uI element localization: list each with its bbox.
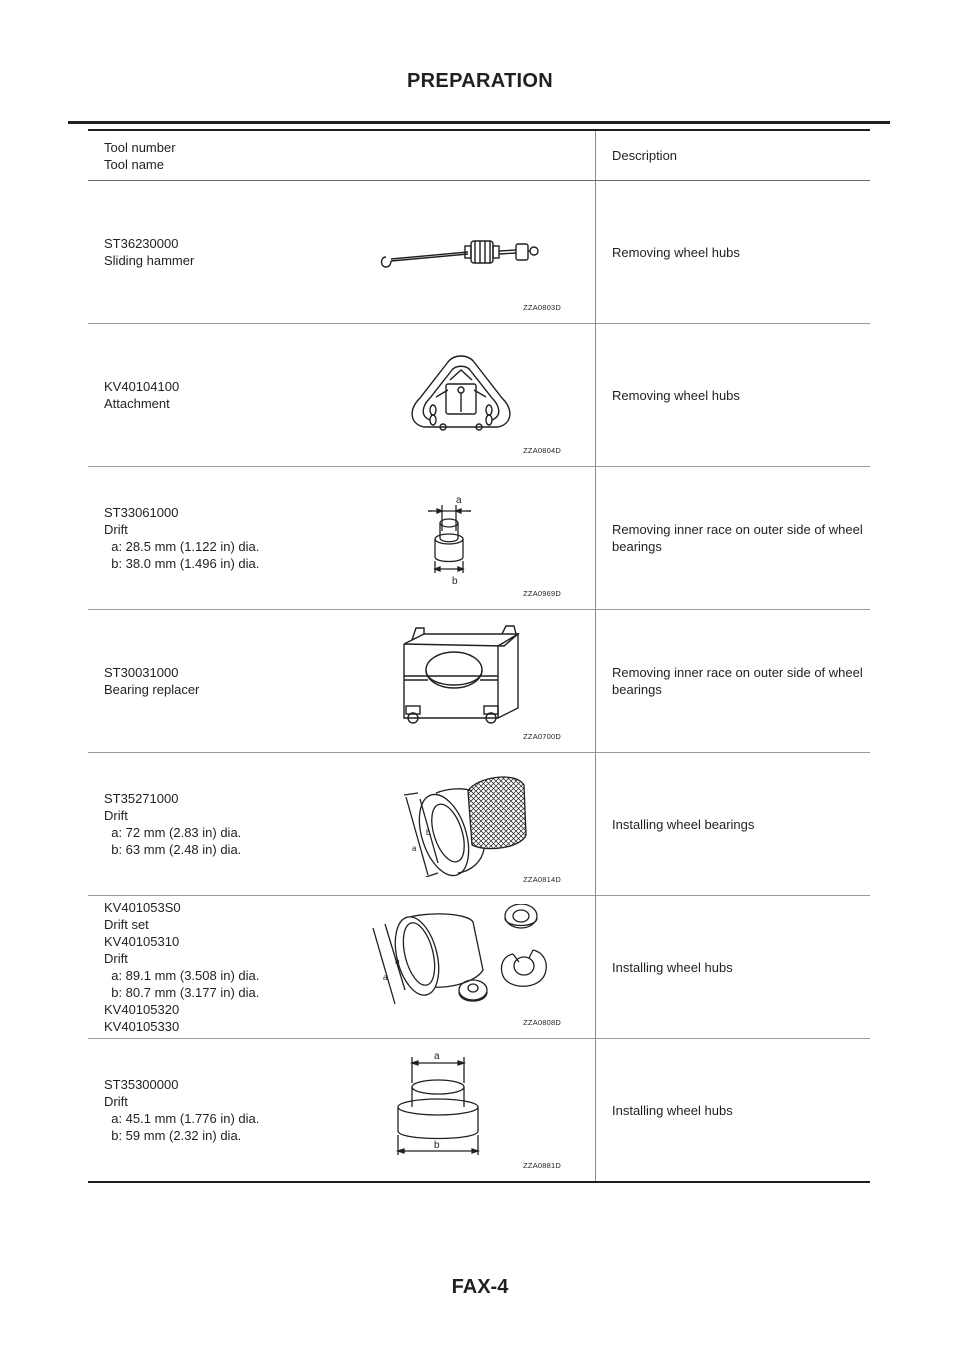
page-title: PREPARATION	[407, 70, 553, 92]
dimension-label: b	[426, 828, 431, 837]
tool-cell	[88, 181, 596, 324]
table-header-row	[88, 130, 870, 181]
figure-code: ZZA0804D	[523, 446, 561, 455]
page-footer: FAX-4	[451, 1276, 509, 1298]
tool-id: KV401053S0 Drift set KV40105310 Drift a: 89.1 mm (3.508 in) dia. b: 80.7 mm (3.177 in) dia. KV40105320 KV40105330	[104, 900, 260, 1034]
header-tool-name: Tool name	[104, 156, 164, 172]
drift-set-illustration	[348, 904, 548, 1020]
tool-cell	[88, 324, 596, 467]
figure-code: ZZA0814D	[523, 875, 561, 884]
dimension-label: b	[395, 957, 400, 966]
table-row	[88, 753, 870, 896]
dimension-label: a	[412, 844, 417, 853]
tool-id: ST35300000 Drift a: 45.1 mm (1.776 in) dia. b: 59 mm (2.32 in) dia.	[104, 1077, 260, 1143]
tool-cell	[88, 753, 596, 896]
drift-illustration	[376, 761, 546, 877]
figure-code: ZZA0803D	[523, 303, 561, 312]
table-row	[88, 467, 870, 610]
tool-id: KV40104100 Attachment	[104, 379, 180, 411]
tool-description: Installing wheel hubs	[596, 896, 871, 1039]
tool-id: ST33061000 Drift a: 28.5 mm (1.122 in) dia. b: 38.0 mm (1.496 in) dia.	[104, 505, 260, 571]
tool-description: Removing inner race on outer side of wheel bearings	[596, 610, 871, 753]
header-tool-column	[88, 130, 596, 181]
figure-code: ZZA0969D	[523, 589, 561, 598]
attachment-illustration	[376, 332, 546, 448]
dimension-label: a	[383, 973, 388, 982]
sliding-hammer-illustration	[376, 189, 546, 305]
table-row	[88, 610, 870, 753]
drift-illustration	[376, 1047, 546, 1163]
tool-description: Installing wheel bearings	[596, 753, 871, 896]
tool-description: Installing wheel hubs	[596, 1039, 871, 1183]
tool-cell	[88, 896, 596, 1039]
dimension-label: a	[456, 495, 462, 506]
dimension-label: a	[434, 1051, 440, 1062]
dimension-label: b	[434, 1140, 440, 1151]
bearing-replacer-illustration	[376, 618, 546, 734]
tool-id: ST35271000 Drift a: 72 mm (2.83 in) dia. b: 63 mm (2.48 in) dia.	[104, 791, 242, 857]
tool-description: Removing inner race on outer side of wheel bearings	[596, 467, 871, 610]
header-description: Description	[596, 130, 871, 181]
tool-description: Removing wheel hubs	[596, 181, 871, 324]
table-row	[88, 324, 870, 467]
table-row	[88, 1039, 870, 1183]
figure-code: ZZA0808D	[523, 1018, 561, 1027]
table-row	[88, 896, 870, 1039]
header-tool-number: Tool number	[104, 139, 176, 155]
tool-cell	[88, 1039, 596, 1183]
tool-table	[88, 129, 870, 1183]
dimension-label: b	[452, 576, 458, 587]
figure-code: ZZA0881D	[523, 1161, 561, 1170]
tool-description: Removing wheel hubs	[596, 324, 871, 467]
tool-id: ST30031000 Bearing replacer	[104, 665, 200, 697]
drift-illustration	[376, 475, 546, 591]
tool-id: ST36230000 Sliding hammer	[104, 236, 195, 268]
figure-code: ZZA0700D	[523, 732, 561, 741]
tool-cell	[88, 610, 596, 753]
table-row	[88, 181, 870, 324]
title-rule	[68, 121, 890, 124]
tool-cell	[88, 467, 596, 610]
